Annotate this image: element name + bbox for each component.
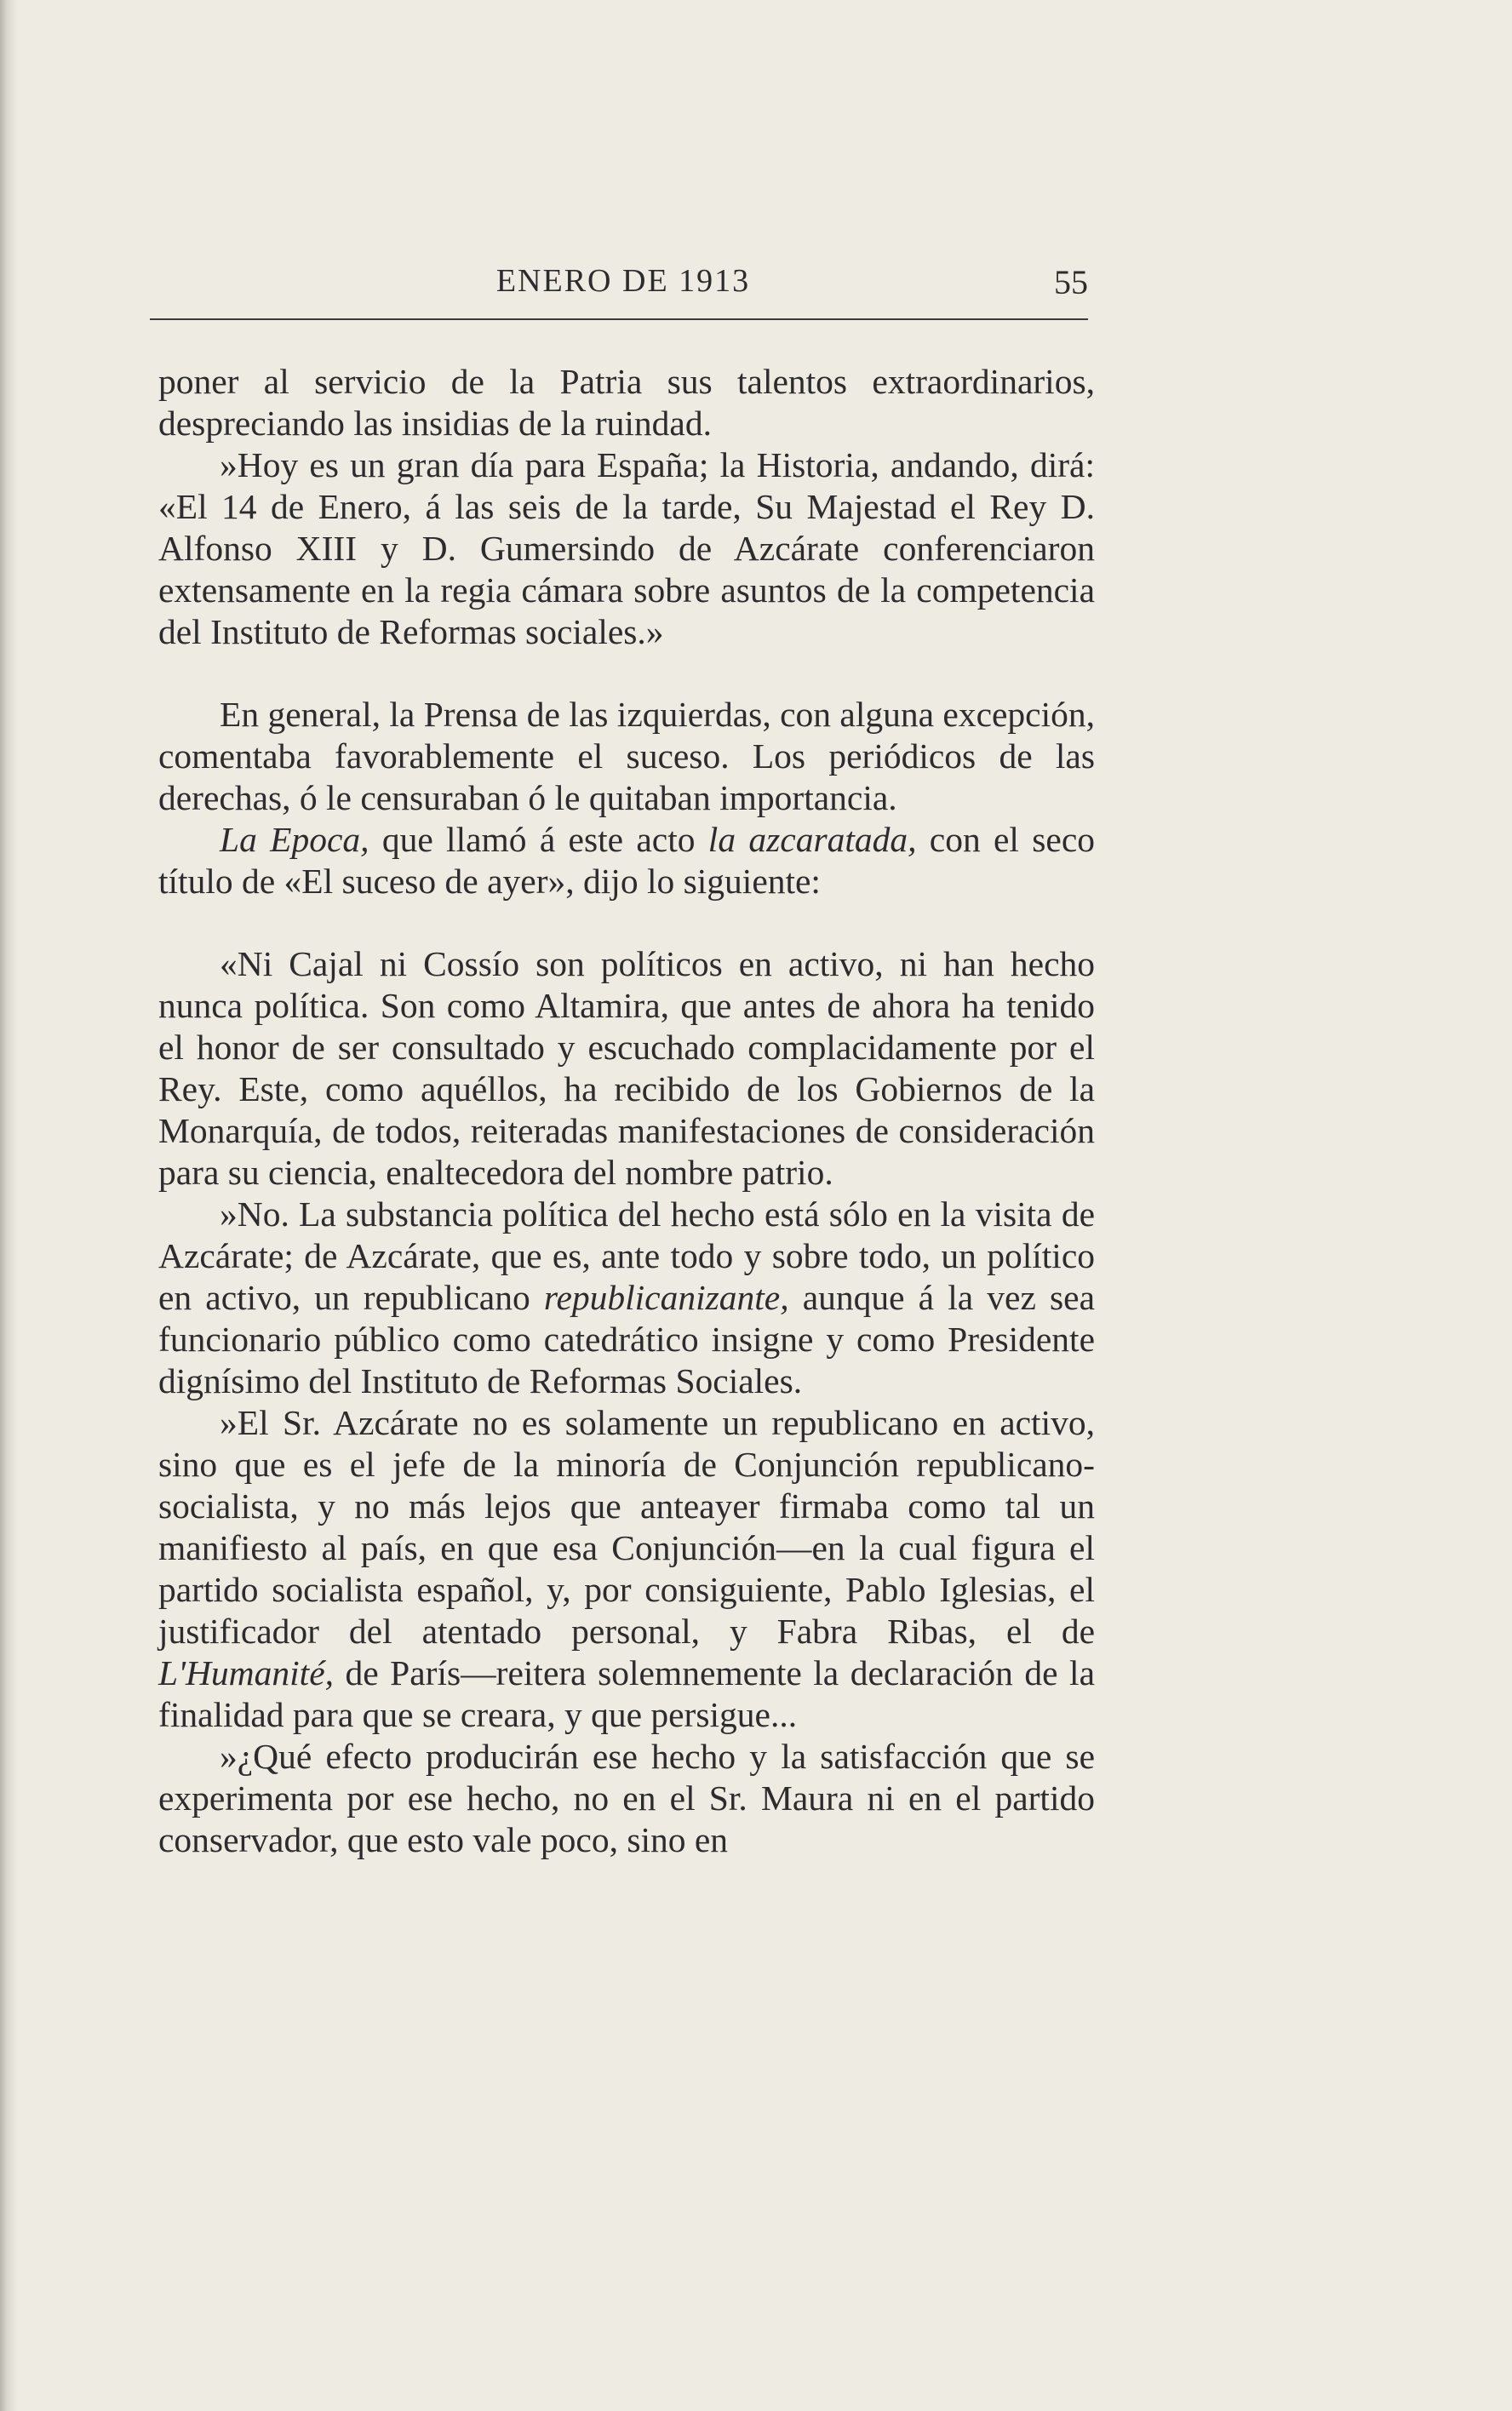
italic-term: republicanizante, — [543, 1278, 789, 1317]
italic-newspaper-name: L'Humanité, — [158, 1653, 335, 1692]
paragraph-quote-cajal: «Ni Cajal ni Cossío son políticos en activo, ni han hecho nunca política. Son como Altamira, que antes de ahora ha tenido el honor de ser consultado y escuchado complacidamente por el Rey. Este, como aquéllos, ha recibido de los Gobiernos de la Monarquía, de todos, reiteradas manifestaciones de consideración para su ciencia, enaltecedora del nombre patrio. — [158, 944, 1095, 1192]
body-text — [158, 361, 1095, 1861]
paragraph-continuation: poner al servicio de la Patria sus talentos extraordinarios, despreciando las insidias de la ruindad. — [158, 362, 1095, 443]
paragraph-quote-azcarate — [158, 1402, 1095, 1736]
paragraph-quote-no — [158, 1194, 1095, 1402]
binding-shadow — [0, 0, 17, 2411]
header-rule — [150, 318, 1088, 320]
text-segment: aunque á la vez sea funcionario público como catedrático insigne y como Presidente dignísimo del Instituto de Reformas Sociales. — [158, 1278, 1095, 1400]
italic-term: la azcaratada, — [707, 820, 917, 859]
text-segment: »El Sr. Azcárate no es solamente un republicano en activo, sino que es el jefe de la minoría de Conjunción republicano-socialista, y no más lejos que anteayer firmaba como tal un manifiesto al país, en que esa Conjunción—en la cual figura el partido socialista español, y, por consiguiente, Pablo Iglesias, el justificador del atentado personal, y Fabra Ribas, el de — [158, 1403, 1095, 1651]
text-segment: que llamó á este acto — [369, 820, 708, 859]
paragraph-prensa: En general, la Prensa de las izquierdas, con alguna excepción, comentaba favorablemente el suceso. Los periódicos de las derechas, ó le censuraban ó le quitaban importancia. — [158, 695, 1095, 817]
text-segment: »No. La substancia política del hecho está sólo en la visita de Azcárate; de Azcárate, que es, ante todo y sobre todo, un político en activo, un republicano — [158, 1194, 1095, 1317]
paragraph-la-epoca — [158, 819, 1095, 902]
italic-newspaper-name: La Epoca, — [220, 820, 369, 859]
page-number: 55 — [1054, 263, 1088, 301]
paragraph-quote-hoy: »Hoy es un gran día para España; la Historia, andando, dirá: «El 14 de Enero, á las seis de la tarde, Su Majestad el Rey D. Alfonso XIII y D. Gumersindo de Azcárate conferenciaron extensamente en la regia cámara sobre asuntos de la competencia del Instituto de Reformas sociales.» — [158, 445, 1095, 651]
text-segment: con el seco título de «El suceso de ayer», dijo lo siguiente: — [158, 820, 1095, 901]
running-title: ENERO DE 1913 — [495, 263, 751, 299]
paragraph-quote-efecto: »¿Qué efecto producirán ese hecho y la satisfacción que se experimenta por ese hecho, no en el Sr. Maura ni en el partido conservador, que esto vale poco, sino en — [158, 1737, 1095, 1859]
text-segment: de París—reitera solemnemente la declaración de la finalidad para que se creara, y que persigue... — [158, 1653, 1095, 1734]
running-head — [158, 262, 1088, 310]
